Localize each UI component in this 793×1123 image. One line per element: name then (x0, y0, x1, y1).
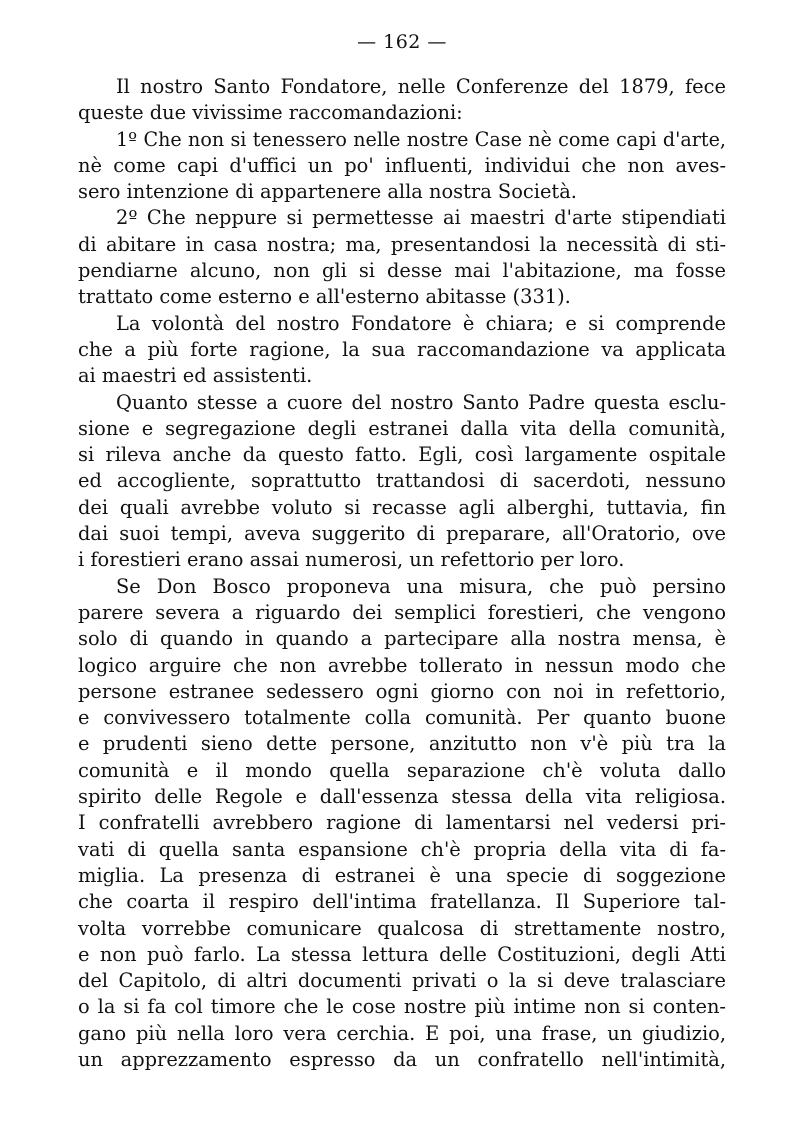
text-line: trattato come esterno e all'esterno abitasse (331). (78, 285, 571, 309)
text-line: solo di quando in quando a partecipare alla nostra mensa, è (78, 627, 726, 651)
paragraph-exclusion (78, 390, 726, 574)
text-line: nè come capi d'uffici un po' influenti, individui che non aves- (78, 153, 726, 177)
text-line: parere severa a riguardo dei semplici forestieri, che vengono (78, 600, 726, 624)
text-line: comunità e il mondo quella separazione ch'è voluta dallo (78, 758, 726, 782)
text-line: si rileva anche da questo fatto. Egli, così largamente ospitale (78, 443, 726, 467)
paragraph-don-bosco (78, 574, 726, 1074)
text-line: persone estranee sedessero ogni giorno con noi in refettorio, (78, 679, 726, 703)
paragraph-founder-will (78, 311, 726, 390)
text-line: spirito delle Regole e dall'essenza stessa della vita religiosa. (78, 785, 726, 809)
document-page (78, 28, 726, 1108)
text-line: vati di quella santa espansione ch'è propria della vita di fa- (78, 837, 726, 861)
text-line: 2º Che neppure si permettesse ai maestri d'arte stipendiati (116, 206, 726, 230)
text-line: sero intenzione di appartenere alla nostra Società. (78, 180, 577, 204)
text-line: i forestieri erano assai numerosi, un refettorio per loro. (78, 548, 625, 572)
text-line: miglia. La presenza di estranei è una specie di soggezione (78, 863, 726, 887)
paragraph-recommendation-1 (78, 127, 726, 206)
text-line: un apprezzamento espresso da un confratello nell'intimità, (78, 1047, 726, 1071)
text-line: ed accogliente, soprattutto trattandosi di sacerdoti, nessuno (78, 469, 726, 493)
text-line: o la si fa col timore che le cose nostre più intime non si conten- (78, 995, 726, 1019)
text-line: e non può farlo. La stessa lettura delle Costituzioni, degli Atti (78, 942, 726, 966)
text-line: I confratelli avrebbero ragione di lamentarsi nel vedersi pri- (78, 811, 726, 835)
text-line: gano più nella loro vera cerchia. E poi, una frase, un giudizio, (78, 1021, 726, 1045)
text-line: logico arguire che non avrebbe tollerato in nessun modo che (78, 653, 726, 677)
text-line: pendiarne alcuno, non gli si desse mai l'abitazione, ma fosse (78, 259, 726, 283)
text-line: queste due vivissime raccomandazioni: (78, 101, 463, 125)
text-line: che coarta il respiro dell'intima fratellanza. Il Superiore tal- (78, 890, 726, 914)
text-line: Quanto stesse a cuore del nostro Santo Padre questa esclu- (116, 390, 726, 414)
text-line: Se Don Bosco proponeva una misura, che può persino (116, 574, 726, 598)
text-line: sione e segregazione degli estranei dalla vita della comunità, (78, 416, 726, 440)
text-line: del Capitolo, di altri documenti privati o la si deve tralasciare (78, 969, 726, 993)
text-line: ai maestri ed assistenti. (78, 364, 313, 388)
text-line: e prudenti sieno dette persone, anzitutto non v'è più tra la (78, 732, 726, 756)
text-line: volta vorrebbe comunicare qualcosa di strettamente nostro, (78, 916, 726, 940)
text-line: dei quali avrebbe voluto si recasse agli alberghi, tuttavia, fin (78, 495, 726, 519)
text-line: Il nostro Santo Fondatore, nelle Conferenze del 1879, fece (116, 75, 726, 98)
text-line: che a più forte ragione, la sua raccomandazione va applicata (78, 337, 726, 361)
text-line: La volontà del nostro Fondatore è chiara; e si comprende (116, 311, 726, 335)
text-line: 1º Che non si tenessero nelle nostre Case nè come capi d'arte, (116, 127, 726, 151)
page-number: — 162 — (357, 31, 447, 53)
paragraph-recommendation-2 (78, 205, 726, 310)
text-line: e convivessero totalmente colla comunità. Per quanto buone (78, 706, 726, 730)
text-line: dai suoi tempi, aveva suggerito di preparare, all'Oratorio, ove (78, 522, 726, 546)
text-line: di abitare in casa nostra; ma, presentandosi la necessità di sti- (78, 232, 726, 256)
paragraph-intro (78, 74, 726, 127)
